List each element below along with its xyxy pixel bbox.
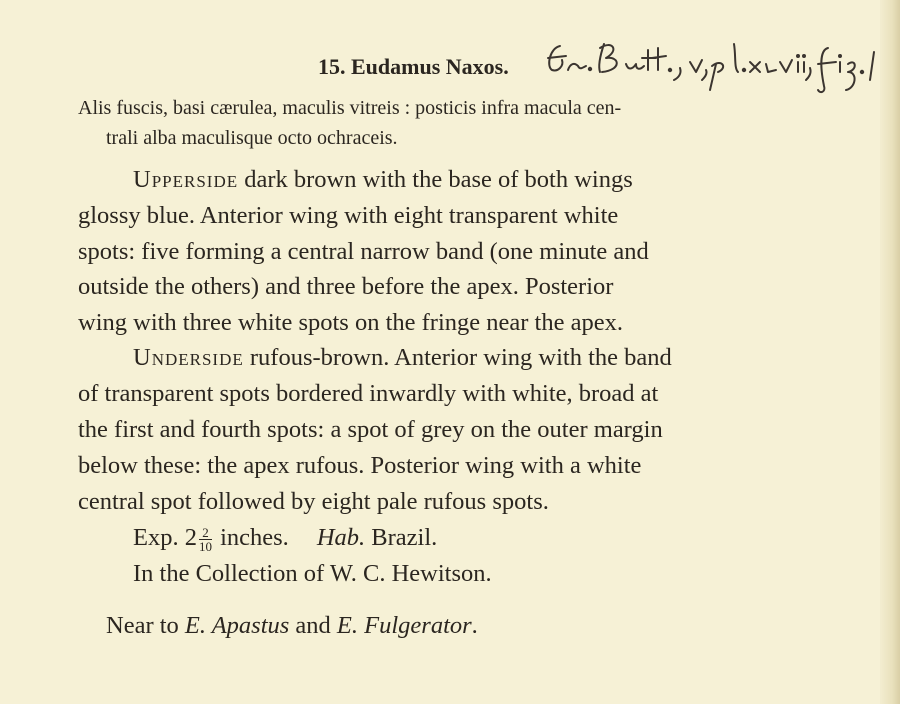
expanse-suffix: inches. bbox=[213, 524, 289, 552]
fraction-denominator: 10 bbox=[198, 539, 212, 554]
species-heading: 15. Eudamus Naxos. bbox=[318, 54, 509, 79]
near-line bbox=[106, 614, 478, 639]
underside-line-2: of transparent spots bordered inwardly with white, broad at bbox=[78, 380, 659, 407]
expanse-prefix: Exp. 2 bbox=[133, 524, 197, 552]
latin-line-2: trali alba maculisque octo ochraceis. bbox=[106, 127, 398, 149]
upperside-line-5: wing with three white spots on the fringe near the apex. bbox=[78, 309, 623, 336]
habitat-value: Brazil. bbox=[365, 524, 438, 552]
upperside-line-4: outside the others) and three before the apex. Posterior bbox=[78, 273, 614, 300]
upperside-line-3: spots: five forming a central narrow band (one minute and bbox=[78, 238, 649, 265]
underside-line-1-text: rufous-brown. Anterior wing with the band bbox=[243, 344, 672, 371]
near-end: . bbox=[471, 612, 478, 639]
collection-line: In the Collection of W. C. Hewitson. bbox=[133, 560, 492, 587]
fraction-numerator: 2 bbox=[199, 526, 212, 540]
latin-line-1: Alis fuscis, basi cærulea, maculis vitreis : posticis infra macula cen- bbox=[78, 97, 622, 119]
underside-line-4: below these: the apex rufous. Posterior wing with a white bbox=[78, 452, 642, 479]
expanse-fraction bbox=[199, 526, 212, 553]
underside-line-5: central spot followed by eight pale rufous spots. bbox=[78, 488, 549, 515]
upperside-line-2: glossy blue. Anterior wing with eight transparent white bbox=[78, 202, 619, 229]
habitat-label: Hab. bbox=[316, 524, 366, 552]
handwritten-annotation bbox=[540, 36, 900, 96]
underside-line-1 bbox=[133, 346, 672, 371]
near-prefix: Near to bbox=[106, 612, 185, 639]
near-species-2: E. Fulgerator bbox=[336, 612, 472, 639]
upperside-line-1 bbox=[133, 168, 633, 193]
upperside-label: Upperside bbox=[133, 166, 239, 193]
page-binding-edge bbox=[880, 0, 900, 704]
near-species-1: E. Apastus bbox=[184, 612, 290, 639]
underside-label: Underside bbox=[133, 344, 244, 371]
expanse-line bbox=[133, 526, 437, 553]
underside-line-3: the first and fourth spots: a spot of grey on the outer margin bbox=[78, 416, 663, 443]
upperside-line-1-text: dark brown with the base of both wings bbox=[238, 166, 633, 193]
near-and: and bbox=[289, 612, 337, 639]
